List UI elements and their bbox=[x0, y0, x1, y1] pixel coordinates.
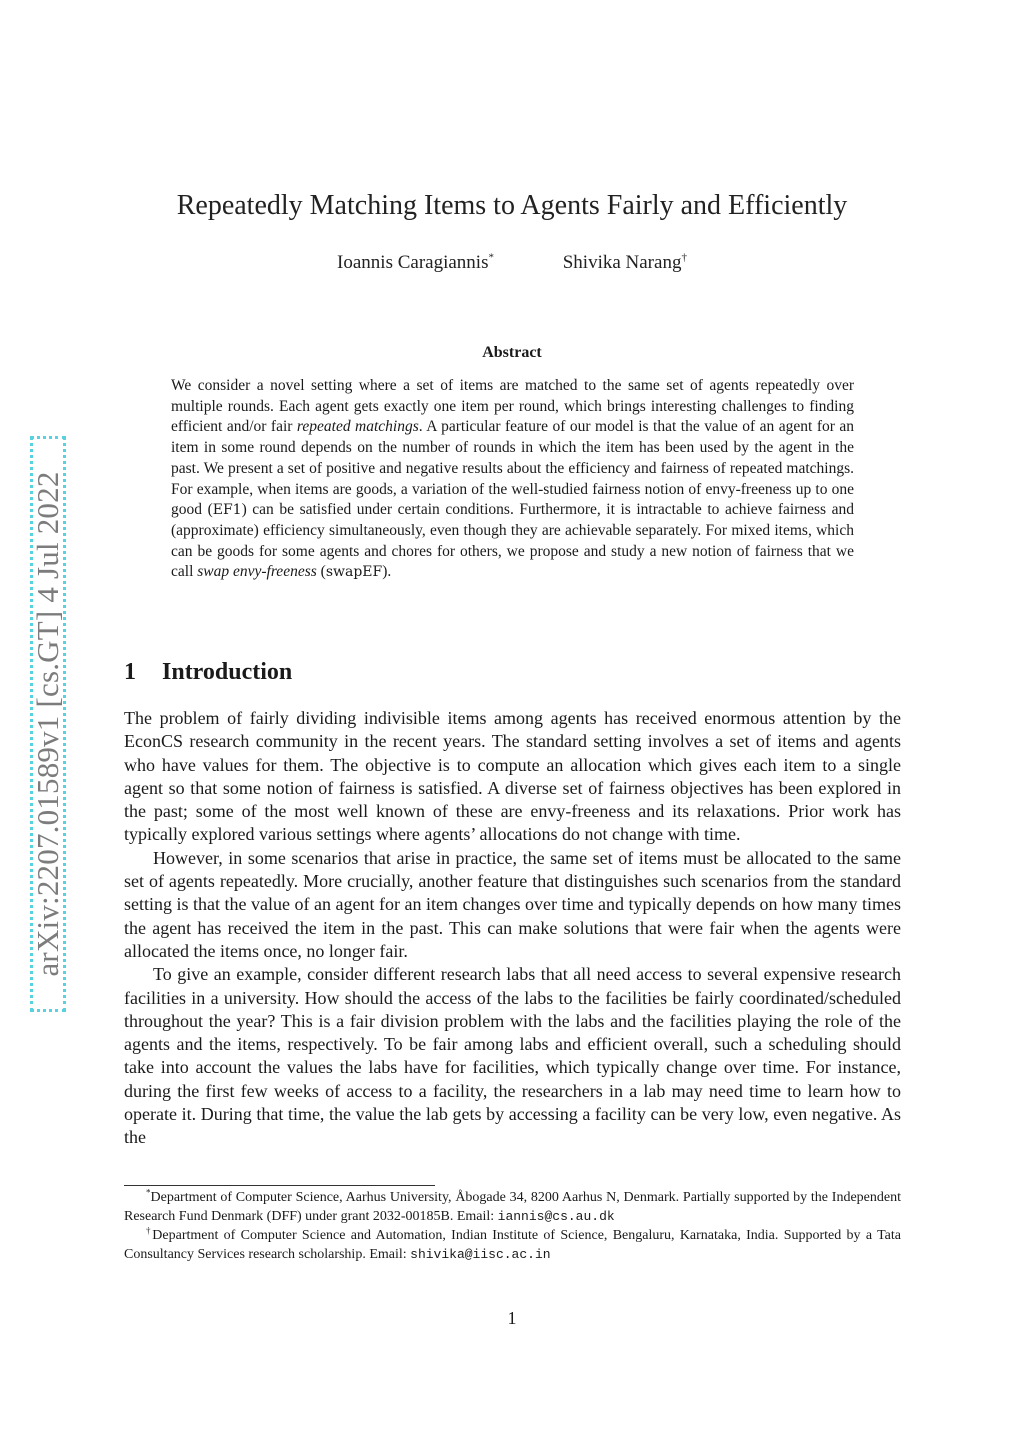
abstract-text-3: ) can be satisfied under certain conditions. Furthermore, it is intractable to achieve fairness and (approximate) efficiency simultaneously, even though they are achievable separately. For mixed items, which can be goods for some agents and chores for others, we propose and study a new notion of fairness that we call bbox=[171, 501, 854, 581]
abstract-text-4: ( bbox=[316, 563, 326, 581]
abstract-swapef-term: swapEF bbox=[325, 564, 383, 581]
author-2-name: Shivika Narang bbox=[562, 252, 682, 273]
footnote-divider bbox=[124, 1185, 435, 1186]
footnote-1-mark: * bbox=[146, 1187, 151, 1198]
footnote-1 bbox=[124, 1188, 901, 1226]
paragraph-2: However, in some scenarios that arise in practice, the same set of items must be allocated to the same set of agents repeatedly. More crucially, another feature that distinguishes such scenarios from the standard setting is that the value of an agent for an item changes over time and typically depends on how many times the agent has received the item in the past. This can make solutions that were fair when the agents were allocated the items once, no longer fair. bbox=[124, 847, 901, 961]
abstract-text-1: We consider a novel setting where a set of items are matched to the same set of agents repeatedly over multiple rounds. Each agent gets exactly one item per round, which brings interesting challenges to finding efficient and/or fair bbox=[171, 377, 854, 436]
abstract-ef1-term: EF1 bbox=[212, 502, 242, 519]
footnotes bbox=[124, 1188, 901, 1264]
abstract-emphasis-2: swap envy-freeness bbox=[197, 563, 317, 581]
author-2 bbox=[563, 252, 687, 274]
footnote-2 bbox=[124, 1226, 901, 1264]
abstract-text-2: . A particular feature of our model is that the value of an agent for an item in some round depends on the number of rounds in which the item has been used by the agent in the past. We present a set of positive and negative results about the efficiency and fairness of repeated matchings. For example, when items are goods, a variation of the well-studied fairness notion of envy-freeness up to one good ( bbox=[171, 418, 855, 519]
arxiv-stamp bbox=[30, 436, 66, 1012]
paper-title: Repeatedly Matching Items to Agents Fairly and Efficiently bbox=[176, 190, 848, 221]
footnote-2-mark: † bbox=[146, 1225, 153, 1236]
section-title: Introduction bbox=[162, 659, 293, 685]
section-heading-introduction bbox=[124, 659, 292, 686]
paragraph-3: To give an example, consider different research labs that all need access to several expensive research facilities in a university. How should the access of the labs to the facilities be fairly coordinated/scheduled throughout the year? This is a fair division problem with the labs and the facilities playing the role of the agents and the items, respectively. To be fair among labs and efficient overall, such a scheduling should take into account the values the labs have for facilities, which typically change over time. For instance, during the first few weeks of access to a facility, the researchers in a lab may need time to learn how to operate it. During that time, the value the lab gets by accessing a facility can be very low, even negative. As the bbox=[124, 964, 901, 1148]
footnote-2-email[interactable]: shivika@iisc.ac.in bbox=[410, 1247, 551, 1262]
abstract-emphasis-1: repeated matchings bbox=[296, 418, 419, 436]
footnote-1-email[interactable]: iannis@cs.au.dk bbox=[497, 1209, 615, 1224]
page-number: 1 bbox=[507, 1308, 517, 1328]
author-list bbox=[0, 252, 1024, 274]
arxiv-identifier: arXiv:2207.01589v1 [cs.GT] 4 Jul 2022 bbox=[30, 471, 65, 977]
author-1 bbox=[337, 252, 494, 274]
abstract-heading: Abstract bbox=[482, 344, 542, 361]
footnote-1-text: Department of Computer Science, Aarhus University, Åbogade 34, 8200 Aarhus N, Denmark. Partially supported by the Independent Research Fund Denmark (DFF) under grant 2032-00185B. Email: bbox=[124, 1190, 901, 1224]
footnote-2-text: Department of Computer Science and Automation, Indian Institute of Science, Bengaluru, Karnataka, India. Supported by a Tata Consultancy Services research scholarship. Email: bbox=[124, 1228, 901, 1262]
introduction-body bbox=[124, 707, 901, 1150]
paragraph-1: The problem of fairly dividing indivisible items among agents has received enormous attention by the EconCS research community in the recent years. The standard setting involves a set of items and agents who have values for them. The objective is to compute an allocation which gives each item to a single agent so that some notion of fairness is satisfied. A diverse set of fairness objectives has been explored in the past; some of the most well known of these are envy-freeness and its relaxations. Prior work has typically explored various settings where agents’ allocations do not change with time. bbox=[124, 708, 901, 845]
author-1-mark: * bbox=[488, 251, 494, 264]
author-1-name: Ioannis Caragiannis bbox=[337, 252, 489, 273]
abstract-text-5: ). bbox=[382, 563, 392, 581]
author-2-mark: † bbox=[681, 251, 687, 264]
section-number: 1 bbox=[124, 659, 136, 685]
abstract-body bbox=[171, 376, 854, 583]
